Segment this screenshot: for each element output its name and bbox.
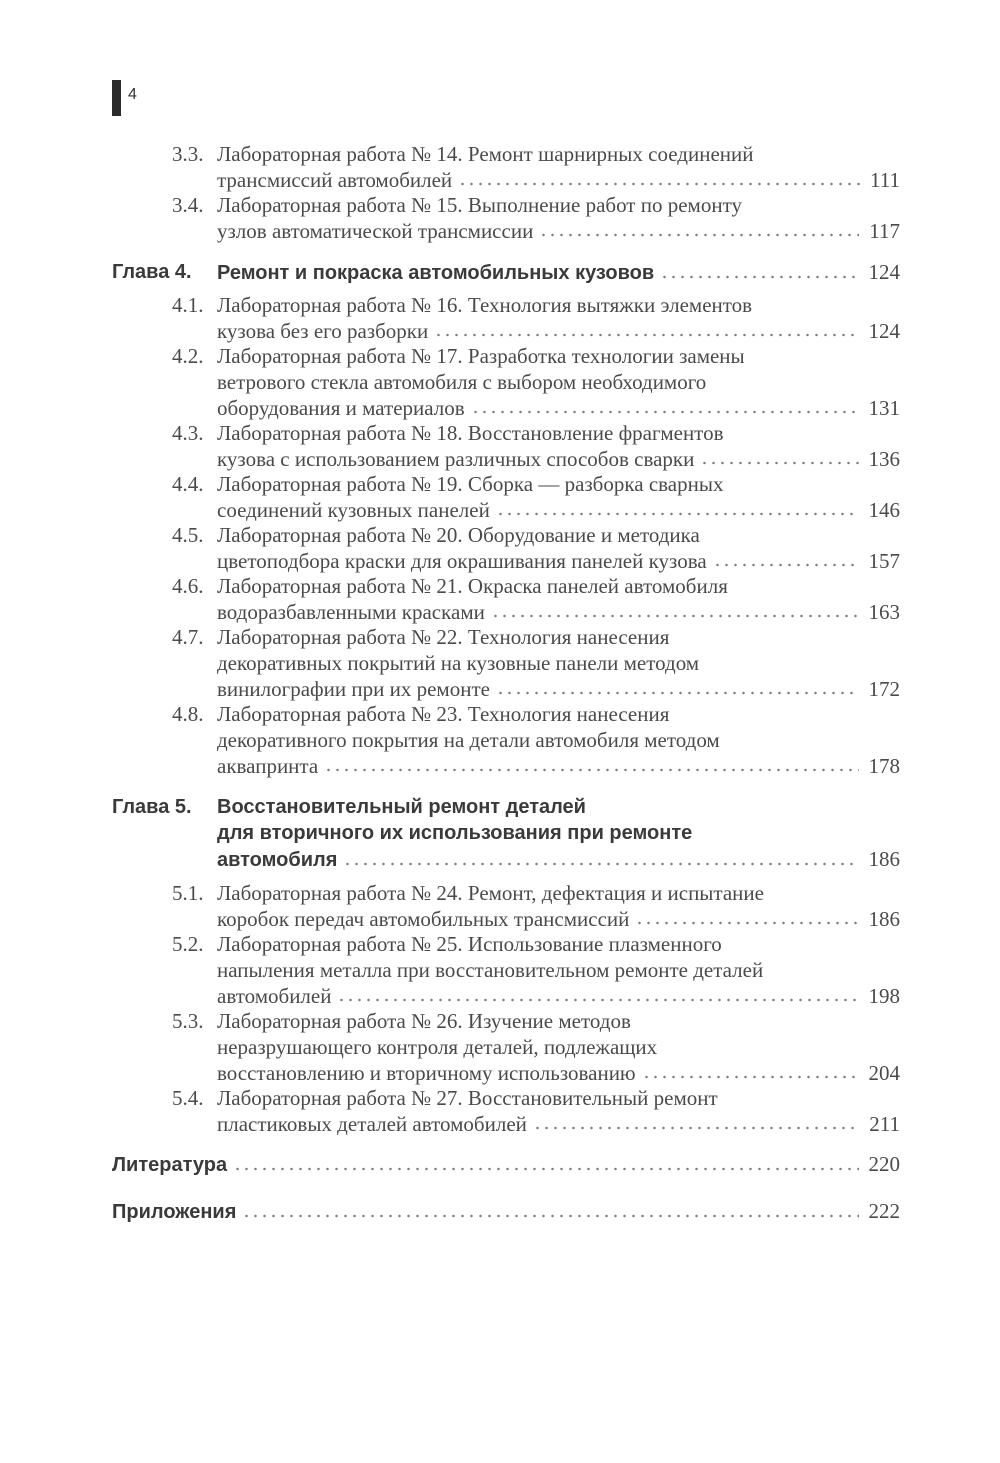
entry-title-line: кузова с использованием различных способов сварки [217, 447, 695, 471]
entry-page-number: 163 [868, 600, 900, 624]
toc-entry-4-6[interactable] [217, 599, 900, 625]
dot-leader [343, 861, 858, 867]
toc-entry-4-5[interactable] [217, 548, 900, 574]
entry-title-line: пластиковых деталей автомобилей [217, 1112, 527, 1136]
toc-chapter-5[interactable] [217, 846, 900, 873]
chapter-page-number: 124 [868, 260, 900, 284]
entry-title-line: винилографии при их ремонте [217, 677, 490, 701]
entry-title-line: трансмиссий автомобилей [217, 168, 453, 192]
toc-entry-5-4[interactable] [217, 1111, 900, 1137]
entry-page-number: 124 [868, 319, 900, 343]
chapter-label: Глава 4. [112, 261, 192, 283]
toc-entry-4-4[interactable] [217, 497, 900, 523]
entry-page-number: 178 [868, 754, 900, 778]
toc-entry-4-2[interactable] [217, 395, 900, 421]
entry-title-line: Лабораторная работа № 20. Оборудование и методика [217, 523, 700, 547]
entry-title-line: автомобилей [217, 984, 332, 1008]
dot-leader [242, 1213, 858, 1219]
entry-page-number: 211 [869, 1112, 900, 1136]
entry-number: 4.5. [172, 523, 204, 547]
entry-number: 4.6. [172, 574, 204, 598]
entry-title-line: водоразбавленными красками [217, 600, 485, 624]
section-title: Приложения [112, 1201, 237, 1223]
dot-leader [491, 613, 859, 619]
entry-title-line: Лабораторная работа № 27. Восстановительный ремонт [217, 1086, 718, 1110]
entry-title-line: восстановлению и вторичному использованию [217, 1061, 636, 1085]
dot-leader [434, 332, 858, 338]
entry-number: 3.3. [172, 142, 204, 166]
toc-entry-4-3[interactable] [217, 446, 900, 472]
entry-number: 4.3. [172, 421, 204, 445]
toc-entry-3-4[interactable] [217, 218, 900, 244]
toc-entry-4-7[interactable] [217, 676, 900, 702]
entry-page-number: 186 [868, 907, 900, 931]
dot-leader [642, 1074, 859, 1080]
entry-page-number: 117 [869, 219, 900, 243]
entry-page-number: 131 [868, 396, 900, 420]
entry-page-number: 172 [868, 677, 900, 701]
toc-entry-5-2[interactable] [217, 983, 900, 1009]
entry-title-line: узлов автоматической трансмиссии [217, 219, 534, 243]
chapter-title-line: для вторичного их использования при ремонте [217, 822, 693, 844]
entry-title-line: неразрушающего контроля деталей, подлежащих [217, 1035, 658, 1059]
dot-leader [233, 1166, 858, 1172]
toc-entry-5-1[interactable] [217, 906, 900, 932]
entry-number: 4.7. [172, 625, 204, 649]
entry-title-line: Лабораторная работа № 14. Ремонт шарнирных соединений [217, 142, 754, 166]
entry-title-line: Лабораторная работа № 15. Выполнение работ по ремонту [217, 193, 742, 217]
entry-number: 4.1. [172, 293, 204, 317]
dot-leader [539, 232, 859, 238]
chapter-label: Глава 5. [112, 796, 192, 818]
chapter-title: Ремонт и покраска автомобильных кузовов [217, 262, 655, 284]
section-title: Литература [112, 1154, 228, 1176]
entry-page-number: 204 [868, 1061, 900, 1085]
entry-title-line: коробок передач автомобильных трансмиссий [217, 907, 630, 931]
dot-leader [496, 690, 859, 696]
chapter-title-line: автомобиля [217, 849, 338, 871]
entry-number: 4.8. [172, 702, 204, 726]
toc-literature[interactable] [112, 1151, 900, 1178]
page-marker-bar [112, 80, 121, 116]
entry-number: 4.4. [172, 472, 204, 496]
dot-leader [635, 920, 858, 926]
toc-entry-5-3[interactable] [217, 1060, 900, 1086]
entry-page-number: 146 [868, 498, 900, 522]
toc-chapter-4[interactable] [217, 259, 900, 286]
entry-number: 5.4. [172, 1086, 204, 1110]
entry-title-line: Лабораторная работа № 16. Технология вытяжки элементов [217, 293, 753, 317]
entry-title-line: Лабораторная работа № 26. Изучение методов [217, 1009, 631, 1033]
entry-number: 3.4. [172, 193, 204, 217]
section-page-number: 220 [868, 1152, 900, 1176]
entry-page-number: 136 [868, 447, 900, 471]
dot-leader [700, 460, 858, 466]
entry-title-line: Лабораторная работа № 24. Ремонт, дефектация и испытание [217, 881, 764, 905]
entry-title-line: напыления металла при восстановительном ремонте деталей [217, 958, 764, 982]
entry-title-line: Лабораторная работа № 23. Технология нанесения [217, 702, 670, 726]
entry-title-line: соединений кузовных панелей [217, 498, 490, 522]
entry-title-line: Лабораторная работа № 17. Разработка технологии замены [217, 344, 745, 368]
entry-title-line: декоративных покрытий на кузовные панели методом [217, 651, 700, 675]
toc-entry-3-3[interactable] [217, 167, 900, 193]
entry-title-line: Лабораторная работа № 25. Использование плазменного [217, 932, 722, 956]
section-page-number: 222 [868, 1199, 900, 1223]
entry-number: 5.2. [172, 932, 204, 956]
entry-page-number: 157 [868, 549, 900, 573]
entry-number: 5.3. [172, 1009, 204, 1033]
entry-title-line: цветоподбора краски для окрашивания панелей кузова [217, 549, 707, 573]
entry-title-line: ветрового стекла автомобиля с выбором необходимого [217, 370, 707, 394]
entry-title-line: кузова без его разборки [217, 319, 429, 343]
entry-title-line: оборудования и материалов [217, 396, 465, 420]
toc-entry-4-8[interactable] [217, 753, 900, 779]
dot-leader [458, 181, 860, 187]
dot-leader [496, 511, 859, 517]
entry-title-line: Лабораторная работа № 19. Сборка — разборка сварных [217, 472, 724, 496]
entry-number: 4.2. [172, 344, 204, 368]
dot-leader [471, 409, 859, 415]
entry-title-line: аквапринта [217, 754, 319, 778]
dot-leader [533, 1125, 859, 1131]
chapter-page-number: 186 [868, 847, 900, 871]
page-number: 4 [128, 86, 137, 103]
dot-leader [337, 997, 858, 1003]
chapter-title-line: Восстановительный ремонт деталей [217, 796, 586, 818]
dot-leader [324, 767, 858, 773]
dot-leader [713, 562, 859, 568]
entry-number: 5.1. [172, 881, 204, 905]
toc-appendices[interactable] [112, 1198, 900, 1225]
entry-title-line: Лабораторная работа № 22. Технология нанесения [217, 625, 670, 649]
entry-page-number: 198 [868, 984, 900, 1008]
dot-leader [660, 274, 858, 280]
entry-title-line: Лабораторная работа № 18. Восстановление фрагментов [217, 421, 724, 445]
entry-title-line: декоративного покрытия на детали автомобиля методом [217, 728, 720, 752]
entry-page-number: 111 [870, 168, 900, 192]
entry-title-line: Лабораторная работа № 21. Окраска панелей автомобиля [217, 574, 728, 598]
toc-entry-4-1[interactable] [217, 318, 900, 344]
